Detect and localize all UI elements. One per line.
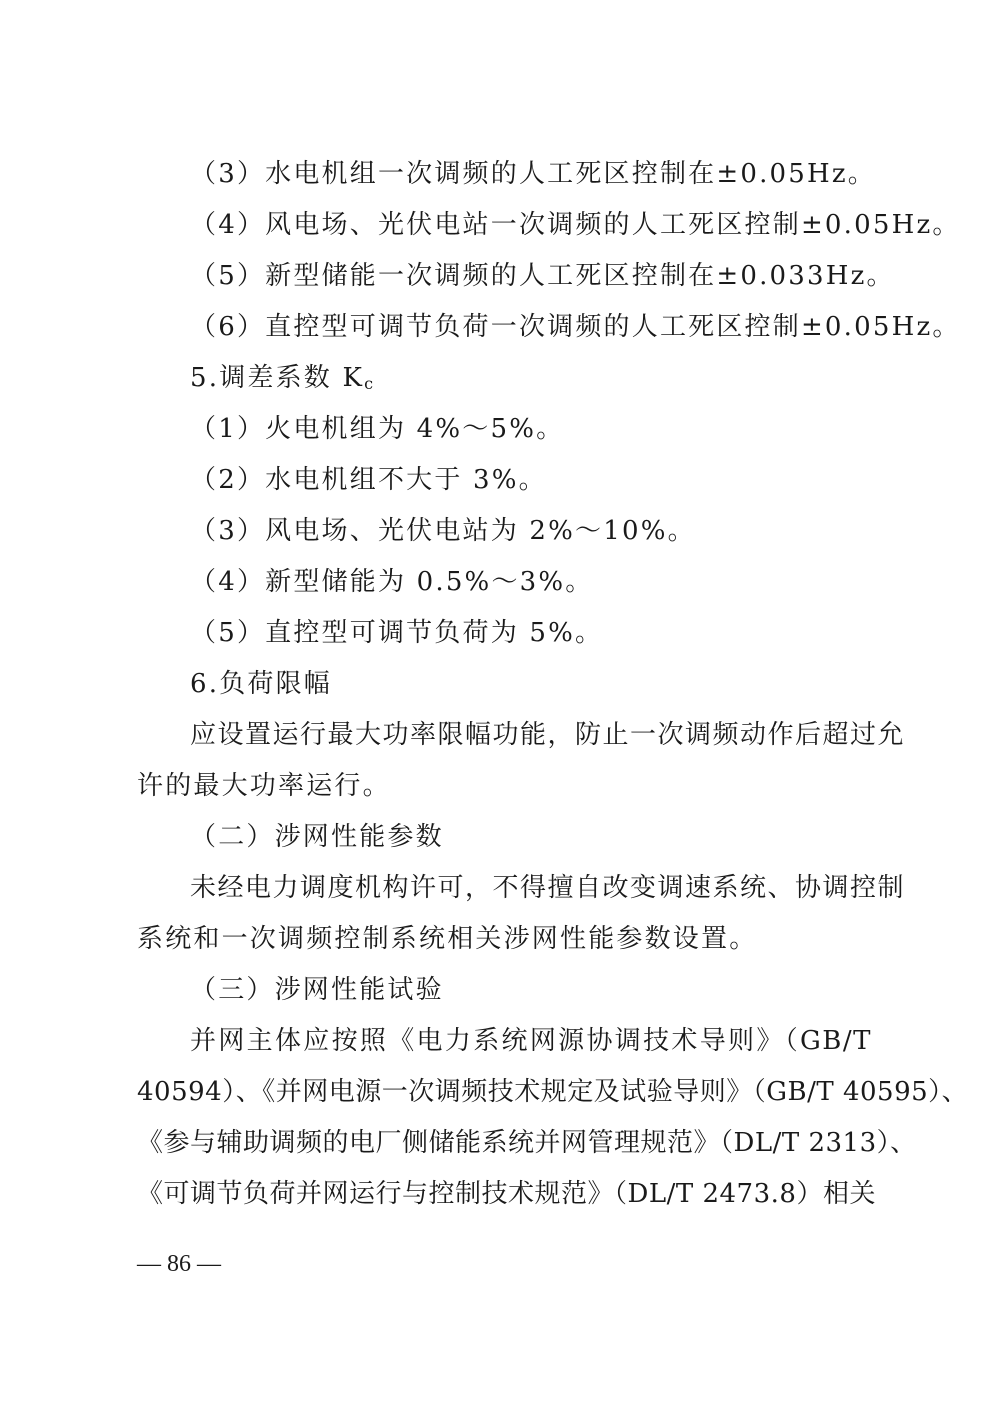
item-4-wind-solar-dead-zone: （4）风电场、光伏电站一次调频的人工死区控制±0.05Hz。 [190,210,961,240]
kc-item-3: （3）风电场、光伏电站为 2%～10%。 [190,516,696,546]
item-6-load-dead-zone: （6）直控型可调节负荷一次调频的人工死区控制±0.05Hz。 [190,312,961,342]
paragraph-load-limit-line-2: 许的最大功率运行。 [137,771,391,801]
paragraph-load-limit-line-1: 应设置运行最大功率限幅功能，防止一次调频动作后超过允 [190,720,906,750]
kc-item-5: （5）直控型可调节负荷为 5%。 [190,618,604,648]
section-5-heading-text: 5.调差系数 K [190,363,365,393]
paragraph-params-line-2: 系统和一次调频控制系统相关涉网性能参数设置。 [137,924,758,954]
item-5-storage-dead-zone: （5）新型储能一次调频的人工死区控制在±0.033Hz。 [190,261,895,291]
paragraph-tests-line-3: 《参与辅助调频的电厂侧储能系统并网管理规范》（DL/T 2313）、 [137,1128,917,1158]
subsection-2-heading: （二）涉网性能参数 [190,822,444,852]
kc-item-1: （1）火电机组为 4%～5%。 [190,414,565,444]
subsection-3-heading: （三）涉网性能试验 [190,975,444,1005]
paragraph-tests-line-1: 并网主体应按照《电力系统网源协调技术导则》（GB/T [190,1026,872,1056]
kc-item-4: （4）新型储能为 0.5%～3%。 [190,567,594,597]
section-6-heading: 6.负荷限幅 [190,669,333,699]
kc-subscript: c [364,374,376,393]
page-number: — 86 — [137,1251,221,1277]
paragraph-tests-line-2: 40594）、《并网电源一次调频技术规定及试验导则》（GB/T 40595）、 [137,1077,969,1107]
paragraph-tests-line-4: 《可调节负荷并网运行与控制技术规范》（DL/T 2473.8）相关 [137,1179,876,1209]
kc-item-2: （2）水电机组不大于 3%。 [190,465,547,495]
item-3-hydro-dead-zone: （3）水电机组一次调频的人工死区控制在±0.05Hz。 [190,159,876,189]
paragraph-params-line-1: 未经电力调度机构许可，不得擅自改变调速系统、协调控制 [190,873,906,903]
section-5-heading [190,365,375,392]
